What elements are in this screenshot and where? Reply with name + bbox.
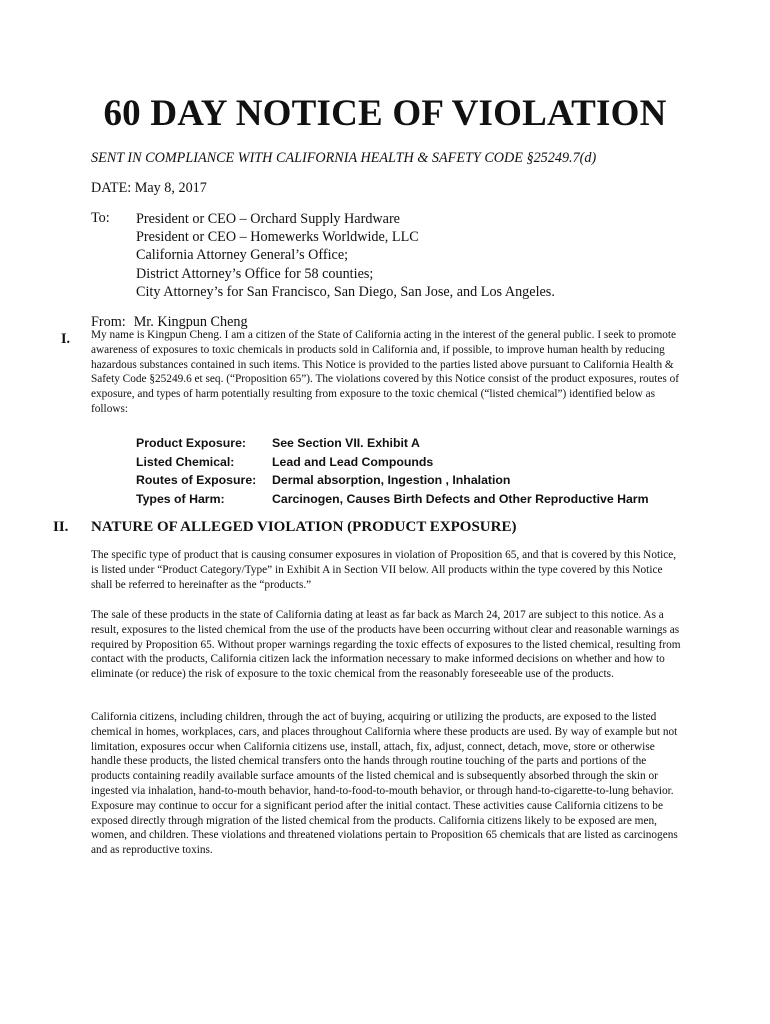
summary-value: Carcinogen, Causes Birth Defects and Other Reproductive Harm xyxy=(272,491,649,506)
recipient-item: President or CEO – Orchard Supply Hardware xyxy=(136,211,400,227)
from-name: Mr. Kingpun Cheng xyxy=(133,314,248,330)
summary-row xyxy=(136,471,649,490)
summary-label: Types of Harm: xyxy=(136,491,225,506)
notice-subtitle: SENT IN COMPLIANCE WITH CALIFORNIA HEALTH & SAFETY CODE §25249.7(d) xyxy=(91,150,597,166)
summary-label: Listed Chemical: xyxy=(136,454,235,469)
summary-value: Dermal absorption, Ingestion , Inhalation xyxy=(272,473,511,488)
section-1-number: I. xyxy=(61,331,71,347)
to-label: To: xyxy=(91,210,110,226)
exposure-summary-table xyxy=(136,434,649,508)
summary-row xyxy=(136,490,649,509)
section-2-paragraph-1: The specific type of product that is causing consumer exposures in violation of Proposition 65, and that is covered by this Notice, is listed under “Product Category/Type” in Exhibit A in Section VII below. All products within the type covered by this Notice shall be referred to hereinafter as the “products.” xyxy=(91,549,677,591)
summary-label: Product Exposure: xyxy=(136,436,247,451)
section-1-paragraph: My name is Kingpun Cheng. I am a citizen of the State of California acting in the interest of the general public. I seek to promote awareness of exposures to toxic chemicals in products sold in California and, if possible, to improve human health by reducing hazardous substances contained in such items. This Notice is provided to the parties listed above pursuant to California Health & Safety Code §25249.6 et seq. (“Proposition 65”). The violations covered by this Notice consist of the product exposures, routes of exposure, and types of harm potentially resulting from exposure to the toxic chemical (“listed chemical”) identified below as follows: xyxy=(91,329,680,415)
section-2-number: II. xyxy=(53,519,69,535)
summary-label: Routes of Exposure: xyxy=(136,473,257,488)
summary-value: See Section VII. Exhibit A xyxy=(272,436,420,451)
recipient-item: President or CEO – Homewerks Worldwide, LLC xyxy=(136,229,419,246)
notice-date: DATE: May 8, 2017 xyxy=(91,180,207,196)
recipient-item: District Attorney’s Office for 58 counties; xyxy=(136,265,374,282)
section-2-paragraph-2: The sale of these products in the state of California dating at least as far back as March 24, 2017 are subject to this notice. As a result, exposures to the listed chemical from the use of the products have been occurring without clear and reasonable warnings as required by Proposition 65. Without proper warnings regarding the toxic effects of exposures to the listed chemical, resulting from contact with the products, California citizen lack the information necessary to make informed decisions on whether and how to eliminate (or reduce) the risk of exposure to the toxic chemical from the reasonably foreseeable use of the products. xyxy=(91,609,681,681)
recipient-item: City Attorney’s for San Francisco, San Diego, San Jose, and Los Angeles. xyxy=(136,283,555,300)
section-2-paragraph-3: California citizens, including children, through the act of buying, acquiring or utilizing the products, are exposed to the listed chemical in homes, workplaces, cars, and places throughout California where these products are used. By way of example but not limitation, exposures occur when California citizens use, install, attach, fix, adjust, connect, detach, move, store or otherwise handle these products, the listed chemical transfers onto the hands through routine touching of the parts and portions of the products containing readily available surface amounts of the listed chemical and is subsequently absorbed through the skin or ingested via inhalation, hand-to-mouth behavior, hand-to-food-to-mouth behavior, or through hand-to-cigarette-to-lung behavior. Exposure may continue to occur for a significant period after the initial contact. These activities cause California citizens to be exposed directly through migration of the listed chemical from the products. California citizens likely to be exposed are men, women, and children. These violations and threatened violations pertain to Proposition 65 chemicals that are listed as carcinogens and as reproductive toxins. xyxy=(91,711,678,857)
section-2-heading: NATURE OF ALLEGED VIOLATION (PRODUCT EXPOSURE) xyxy=(91,519,517,535)
summary-row xyxy=(136,434,649,453)
summary-row xyxy=(136,453,649,472)
summary-value: Lead and Lead Compounds xyxy=(272,454,434,469)
notice-title: 60 DAY NOTICE OF VIOLATION xyxy=(103,93,667,134)
from-label: From: xyxy=(91,314,126,330)
recipient-list xyxy=(136,210,555,301)
recipient-item: California Attorney General’s Office; xyxy=(136,247,349,264)
